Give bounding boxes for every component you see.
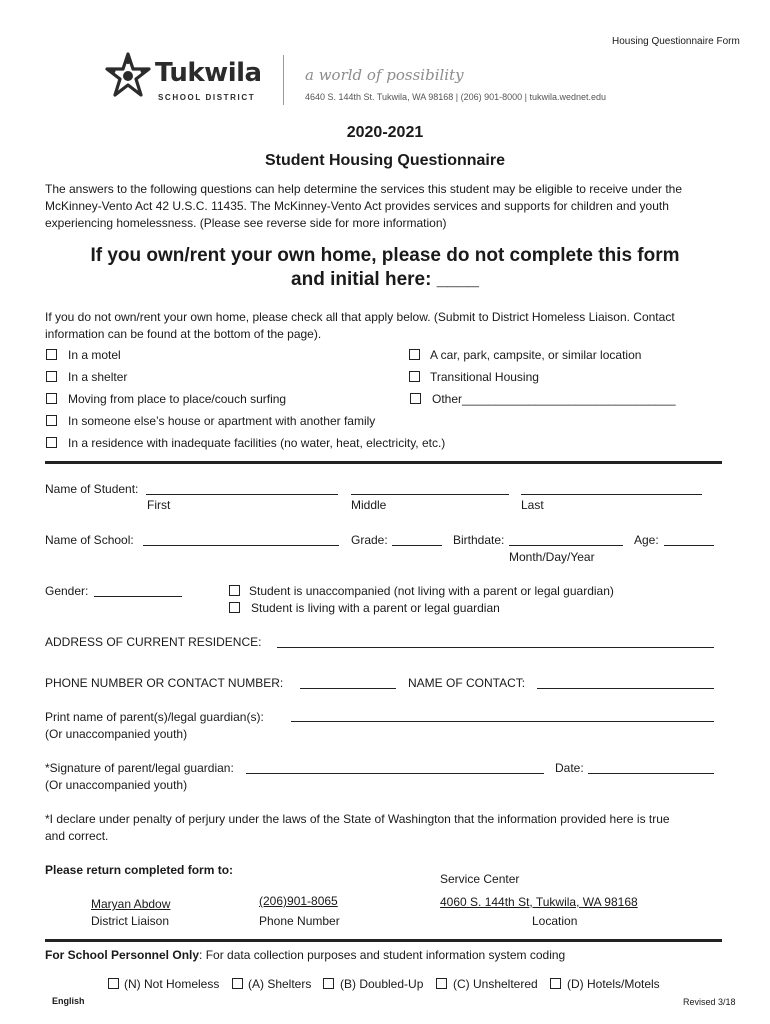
someone-else-house-checkbox[interactable] — [46, 415, 57, 426]
school-label: Name of School: — [45, 533, 134, 547]
code-n-label: (N) Not Homeless — [124, 977, 220, 991]
own-home-warning — [45, 244, 725, 292]
grade-field[interactable] — [392, 545, 442, 546]
couch-surfing-label: Moving from place to place/couch surfing — [68, 392, 287, 406]
date-label: Date: — [555, 761, 584, 775]
address-label: ADDRESS OF CURRENT RESIDENCE: — [45, 635, 262, 649]
code-n-checkbox[interactable] — [108, 978, 119, 989]
contact-name-field[interactable] — [537, 688, 714, 689]
form-label: Housing Questionnaire Form — [612, 36, 740, 47]
code-d-label: (D) Hotels/Motels — [567, 977, 660, 991]
unaccompanied-youth-note-2: (Or unaccompanied youth) — [45, 778, 188, 792]
other-label: Other________________________________ — [432, 392, 676, 406]
motel-label: In a motel — [68, 348, 121, 362]
last-caption: Last — [521, 498, 544, 512]
birthdate-label: Birthdate: — [453, 533, 505, 547]
personnel-heading: For School Personnel Only — [45, 948, 200, 962]
parent-name-field[interactable] — [291, 721, 714, 722]
personnel-text: : For data collection purposes and student information system coding — [199, 948, 566, 962]
someone-else-house-label: In someone else’s house or apartment with another family — [68, 414, 376, 428]
code-a-checkbox[interactable] — [232, 978, 243, 989]
shelter-checkbox[interactable] — [46, 371, 57, 382]
motel-checkbox[interactable] — [46, 349, 57, 360]
intro-line-2: McKinney-Vento Act 42 U.S.C. 11435. The McKinney-Vento Act provides services and supports for children and youth — [45, 199, 669, 213]
parent-name-label: Print name of parent(s)/legal guardian(s): — [45, 710, 264, 724]
gender-field[interactable] — [94, 596, 182, 597]
transitional-housing-checkbox[interactable] — [409, 371, 420, 382]
declaration-line-2: and correct. — [45, 829, 109, 843]
liaison-title: District Liaison — [91, 914, 170, 928]
unaccompanied-checkbox[interactable] — [229, 585, 240, 596]
personnel-note — [45, 948, 565, 962]
middle-caption: Middle — [351, 498, 387, 512]
liaison-name: Maryan Abdow — [91, 897, 171, 911]
school-field[interactable] — [143, 545, 339, 546]
couch-surfing-checkbox[interactable] — [46, 393, 57, 404]
logo-name: Tukwila — [155, 58, 262, 88]
intro-line-3: experiencing homelessness. (Please see reverse side for more information) — [45, 216, 447, 230]
code-c-checkbox[interactable] — [436, 978, 447, 989]
district-address: 4640 S. 144th St. Tukwila, WA 98168 | (206) 901-8000 | tukwila.wednet.edu — [305, 92, 607, 102]
transitional-housing-label: Transitional Housing — [430, 370, 539, 384]
logo-subtitle: SCHOOL DISTRICT — [158, 93, 256, 102]
age-field[interactable] — [664, 545, 714, 546]
date-format-caption: Month/Day/Year — [509, 550, 595, 564]
intro-line-1: The answers to the following questions can help determine the services this student may be eligible to receive under the — [45, 182, 683, 196]
language-label: English — [52, 996, 85, 1006]
warning-line-1: If you own/rent your own home, please do not complete this form — [90, 245, 680, 266]
unaccompanied-label: Student is unaccompanied (not living with a parent or legal guardian) — [249, 584, 614, 598]
inadequate-facilities-checkbox[interactable] — [46, 437, 57, 448]
code-d-checkbox[interactable] — [550, 978, 561, 989]
first-name-field[interactable] — [146, 494, 338, 495]
code-c-label: (C) Unsheltered — [453, 977, 538, 991]
liaison-phone: (206)901-8065 — [259, 894, 338, 908]
last-name-field[interactable] — [521, 494, 702, 495]
return-heading: Please return completed form to: — [45, 863, 234, 877]
gender-label: Gender: — [45, 584, 89, 598]
personnel-divider — [45, 939, 722, 942]
middle-name-field[interactable] — [351, 494, 509, 495]
revision-label: Revised 3/18 — [683, 997, 736, 1007]
code-b-label: (B) Doubled-Up — [340, 977, 424, 991]
car-park-label: A car, park, campsite, or similar location — [430, 348, 642, 362]
unaccompanied-youth-note-1: (Or unaccompanied youth) — [45, 727, 188, 741]
contact-name-label: NAME OF CONTACT: — [408, 676, 526, 690]
header-divider — [283, 55, 284, 105]
inadequate-facilities-label: In a residence with inadequate facilities (no water, heat, electricity, etc.) — [68, 436, 446, 450]
declaration-line-1: *I declare under penalty of perjury under the laws of the State of Washington that the information provided here is true — [45, 812, 670, 826]
signature-label: *Signature of parent/legal guardian: — [45, 761, 234, 775]
phone-caption: Phone Number — [259, 914, 340, 928]
form-year: 2020-2021 — [346, 124, 424, 141]
tukwila-star-logo-icon — [104, 52, 152, 100]
tagline: a world of possibility — [305, 66, 464, 84]
first-caption: First — [147, 498, 171, 512]
shelter-label: In a shelter — [68, 370, 128, 384]
student-name-label: Name of Student: — [45, 482, 139, 496]
car-park-checkbox[interactable] — [409, 349, 420, 360]
date-field[interactable] — [588, 773, 714, 774]
with-parent-label: Student is living with a parent or legal guardian — [251, 601, 500, 615]
signature-field[interactable] — [246, 773, 544, 774]
grade-label: Grade: — [351, 533, 388, 547]
form-title: Student Housing Questionnaire — [264, 152, 505, 169]
instructions-line-2: information can be found at the bottom of the page). — [45, 327, 322, 341]
other-checkbox[interactable] — [410, 393, 421, 404]
code-b-checkbox[interactable] — [323, 978, 334, 989]
instructions-line-1: If you do not own/rent your own home, please check all that apply below. (Submit to District Homeless Liaison. Contact — [45, 310, 675, 324]
age-label: Age: — [634, 533, 659, 547]
section-divider — [45, 461, 722, 464]
address-field[interactable] — [277, 647, 714, 648]
phone-label: PHONE NUMBER OR CONTACT NUMBER: — [45, 676, 284, 690]
warning-line-2: and initial here: ____ — [291, 269, 479, 290]
location-caption: Location — [532, 914, 578, 928]
birthdate-field[interactable] — [509, 545, 623, 546]
phone-field[interactable] — [300, 688, 396, 689]
liaison-location: 4060 S. 144th St, Tukwila, WA 98168 — [440, 895, 638, 909]
with-parent-checkbox[interactable] — [229, 602, 240, 613]
code-a-label: (A) Shelters — [248, 977, 312, 991]
service-center-label: Service Center — [440, 872, 520, 886]
